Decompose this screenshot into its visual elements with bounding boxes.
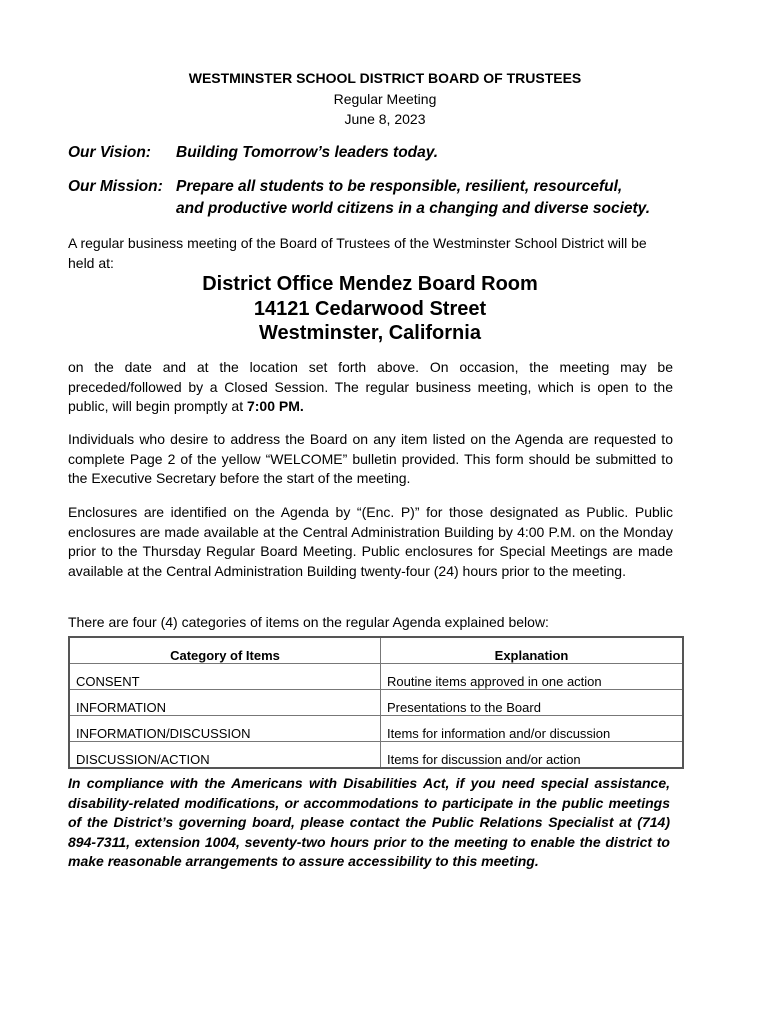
agenda-categories-table [68, 636, 684, 769]
location-room: District Office Mendez Board Room [202, 273, 538, 295]
organization-title: WESTMINSTER SCHOOL DISTRICT BOARD OF TRUSTEES [188, 70, 582, 86]
enclosures-paragraph: Enclosures are identified on the Agenda by “(Enc. P)” for those designated as Public. Public enclosures are made available at the Central Administration Building by 4:00 P.M. on the Monday prior to the Thursday Regular Board Meeting. Public enclosures for Special Meetings are made available at the Central Administration Building twenty-four (24) hours prior to the meeting. [68, 504, 673, 579]
explanation-cell: Items for discussion and/or action [381, 742, 684, 769]
intro-paragraph: A regular business meeting of the Board of Trustees of the Westminster School District will be held at: [68, 235, 647, 271]
mission-label: Our Mission: [68, 178, 163, 195]
public-comment-paragraph: Individuals who desire to address the Board on any item listed on the Agenda are requested to complete Page 2 of the yellow “WELCOME” bulletin provided. This form should be submitted to the Executive Secretary before the start of the meeting. [68, 431, 673, 486]
category-cell: INFORMATION [69, 690, 381, 716]
meeting-start-time: 7:00 PM. [246, 398, 304, 414]
table-row [69, 690, 683, 716]
explanation-cell: Routine items approved in one action [381, 664, 684, 690]
column-header-explanation: Explanation [381, 637, 684, 664]
vision-statement [68, 142, 438, 164]
meeting-time-paragraph [68, 358, 673, 417]
ada-compliance-notice: In compliance with the Americans with Disabilities Act, if you need special assistance, disability-related modifications, or accommodations to participate in the public meetings of the District’s governing board, please contact the Public Relations Specialist at (714) 894-7311, extension 1004, seventy-two hours prior to the meeting to enable the district to make reasonable arrangements to assure accessibility to this meeting. [68, 775, 670, 869]
table-row [69, 716, 683, 742]
vision-label: Our Vision: [68, 144, 151, 161]
category-cell: DISCUSSION/ACTION [69, 742, 381, 769]
category-cell: INFORMATION/DISCUSSION [69, 716, 381, 742]
explanation-cell: Presentations to the Board [381, 690, 684, 716]
explanation-cell: Items for information and/or discussion [381, 716, 684, 742]
meeting-time-text: on the date and at the location set forth above. On occasion, the meeting may be preceded/followed by a Closed Session. The regular business meeting, which is open to the public, will begin promptly at [68, 359, 673, 414]
vision-text: Building Tomorrow’s leaders today. [176, 144, 439, 161]
meeting-type: Regular Meeting [333, 91, 437, 107]
table-row [69, 742, 683, 769]
location-city: Westminster, California [259, 322, 481, 344]
mission-text-line1: Prepare all students to be responsible, resilient, resourceful, [176, 178, 623, 195]
mission-text-line2: and productive world citizens in a changing and diverse society. [176, 200, 651, 217]
table-header-row [69, 637, 683, 664]
location-street: 14121 Cedarwood Street [253, 298, 487, 320]
table-row [69, 664, 683, 690]
categories-intro: There are four (4) categories of items on the regular Agenda explained below: [68, 614, 549, 630]
column-header-category: Category of Items [69, 637, 381, 664]
mission-statement [68, 176, 622, 198]
meeting-date: June 8, 2023 [344, 111, 426, 127]
category-cell: CONSENT [69, 664, 381, 690]
